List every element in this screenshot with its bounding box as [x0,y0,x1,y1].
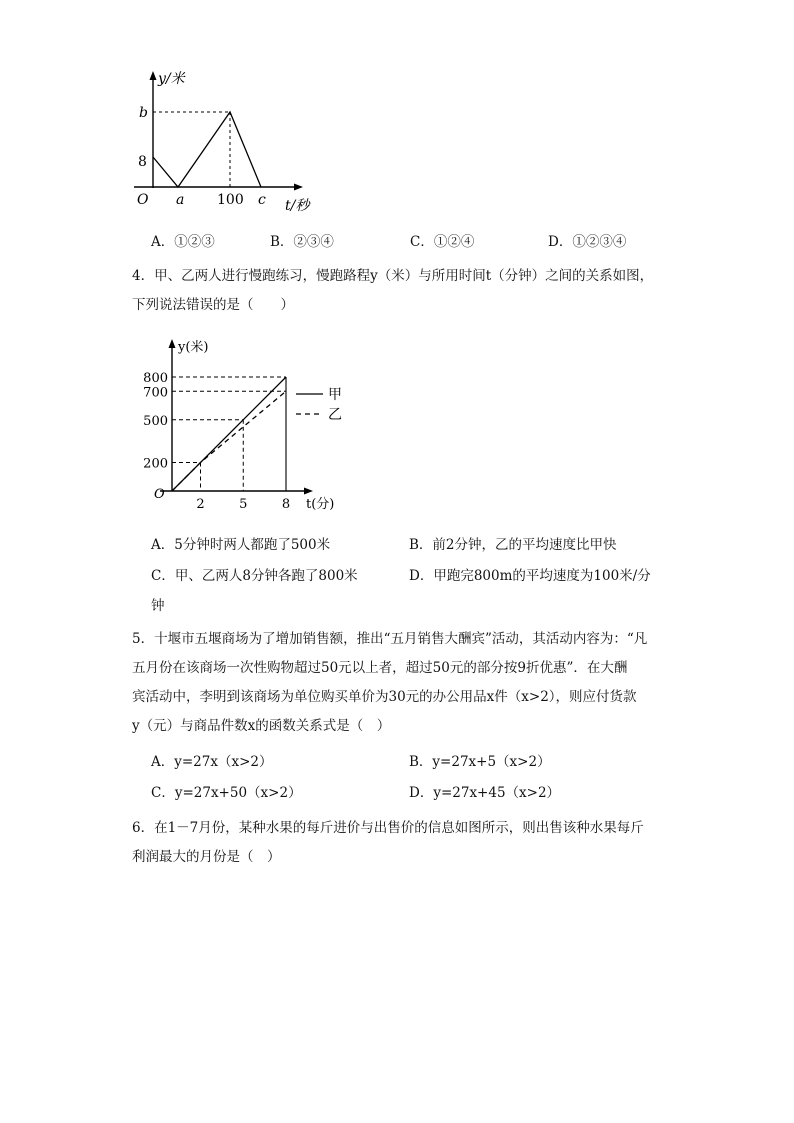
g1-x-label: t/秒 [285,198,310,214]
q4-option-c: C．甲、乙两人8分钟各跑了800米 [151,568,358,584]
c2-y-tick-label: 800 [143,371,168,386]
c2-x-tick-label: 5 [239,497,248,512]
q6-stem-line1: 6．在1－7月份，某种水果的每斤进价与出售价的信息如图所示，则出售该种水果每斤 [132,820,644,836]
c2-x-arrow [304,488,313,495]
q5-option-d: D．y=27x+45（x>2） [409,785,561,801]
series-jia-line [172,377,286,491]
c2-y-tick-label: 500 [143,413,168,429]
series-yi-line [172,391,286,491]
g1-8-label: 8 [138,154,147,170]
q4-option-d: D．甲跑完800m的平均速度为100米/分 [409,568,651,584]
q3-option-d: D．①②③④ [548,234,627,250]
g1-y-arrow [150,71,157,80]
q4-option-b: B．前2分钟，乙的平均速度比甲快 [409,537,617,553]
run-distance-chart [140,335,370,515]
g1-b-label: b [139,105,148,121]
legend-yi-label: 乙 [328,407,342,423]
q5-stem-line3: 宾活动中，李明到该商场为单位购买单价为30元的办公用品x件（x>2），则应付货款 [132,689,637,705]
c2-y-label: y(米) [178,340,209,355]
q4-option-d-wrap: 钟 [151,598,165,614]
q5-stem-line1: 5．十堰市五堰商场为了增加销售额，推出“五月销售大酬宾”活动，其活动内容为：“凡 [132,631,648,647]
g1-100-label: 100 [217,192,244,208]
q5-option-b: B．y=27x+5（x>2） [409,754,551,770]
distance-time-graph-1 [120,60,320,220]
c2-y-tick-label: 200 [143,456,168,472]
q5-option-c: C．y=27x+50（x>2） [151,785,302,801]
q4-stem-line1: 4．甲、乙两人进行慢跑练习，慢跑路程y（米）与所用时间t（分钟）之间的关系如图， [132,268,654,284]
c2-x-tick-label: 2 [196,497,205,512]
legend-jia-label: 甲 [328,387,342,403]
g1-graph-line [153,112,261,187]
q3-option-b: B．②③④ [270,234,334,250]
q5-stem-line2: 五月份在该商场一次性购物超过50元以上者，超过50元的部分按9折优惠”．在大酬 [132,660,628,676]
c2-x-tick-label: 8 [281,497,291,512]
c2-origin: O [154,487,165,502]
q3-option-c: C．①②④ [410,234,475,250]
c2-y-arrow [169,339,176,348]
c2-x-label: t(分) [306,497,335,512]
q6-stem-line2: 利润最大的月份是（ ） [132,849,281,865]
g1-x-arrow [294,184,303,191]
g1-c-label: c [258,192,266,208]
q5-stem-line4: y（元）与商品件数x的函数关系式是（ ） [132,718,391,734]
g1-y-label: y/米 [158,71,185,87]
q3-option-a: A．①②③ [151,234,215,250]
g1-origin: O [137,192,149,208]
q4-option-a: A．5分钟时两人都跑了500米 [151,537,331,553]
c2-y-tick-label: 700 [143,385,168,401]
g1-a-label: a [176,192,185,208]
q4-stem-line2: 下列说法错误的是（ ） [132,297,294,313]
q5-option-a: A．y=27x（x>2） [151,754,273,770]
